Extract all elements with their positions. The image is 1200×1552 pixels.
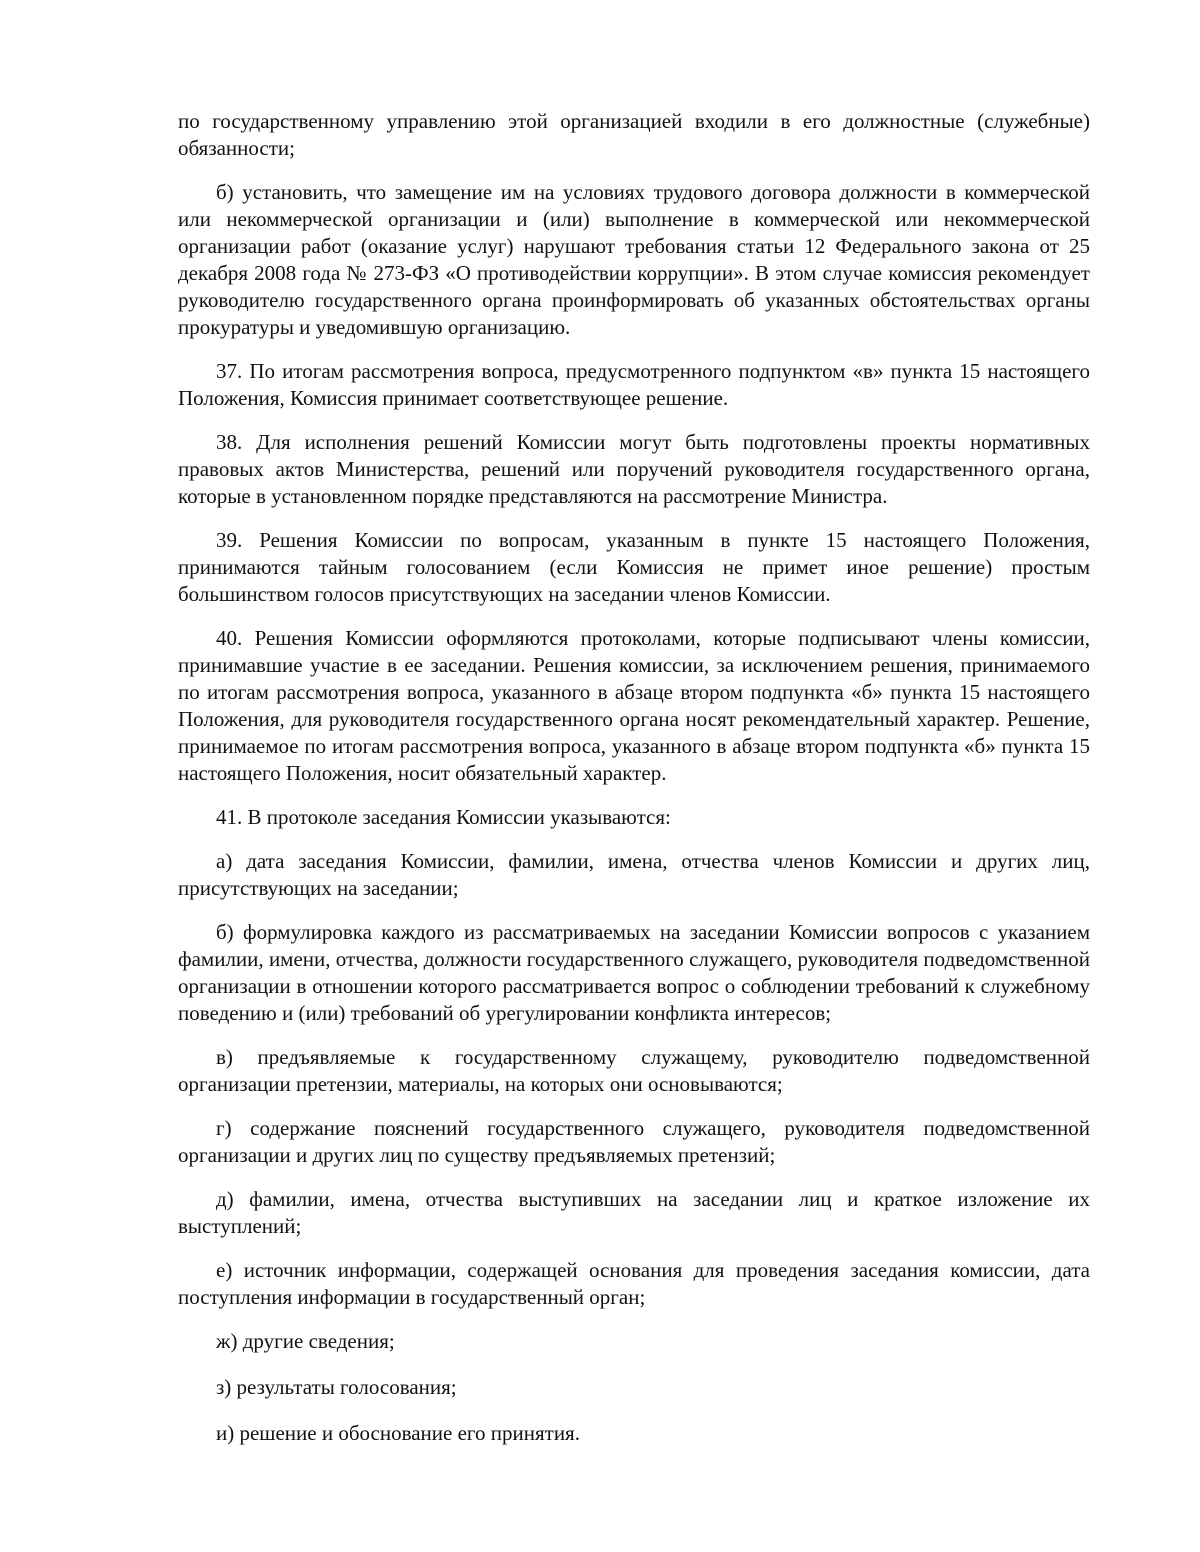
paragraph-41a: а) дата заседания Комиссии, фамилии, имена, отчества членов Комиссии и других лиц, присутствующих на заседании;: [178, 849, 1090, 900]
paragraph-39: 39. Решения Комиссии по вопросам, указанным в пункте 15 настоящего Положения, принимаются тайным голосованием (если Комиссия не примет иное решение) простым большинством голосов присутствующих на заседании членов Комиссии.: [178, 528, 1090, 606]
paragraph-41d: д) фамилии, имена, отчества выступивших на заседании лиц и краткое изложение их выступлений;: [178, 1187, 1090, 1238]
paragraph-41z: з) результаты голосования;: [216, 1375, 457, 1399]
paragraph-40: 40. Решения Комиссии оформляются протоколами, которые подписывают члены комиссии, принимавшие участие в ее заседании. Решения комиссии, за исключением решения, принимаемого по итогам рассмотрения вопроса, указанного в абзаце втором подпункта «б» пункта 15 настоящего Положения, для руководителя государственного органа носят рекомендательный характер. Решение, принимаемое по итогам рассмотрения вопроса, указанного в абзаце втором подпункта «б» пункта 15 настоящего Положения, носит обязательный характер.: [178, 626, 1090, 785]
paragraph-41g: г) содержание пояснений государственного служащего, руководителя подведомственной организации и других лиц по существу предъявляемых претензий;: [178, 1116, 1090, 1167]
paragraph-41i: и) решение и обоснование его принятия.: [216, 1421, 580, 1445]
paragraph-41v: в) предъявляемые к государственному служащему, руководителю подведомственной организации претензии, материалы, на которых они основываются;: [178, 1045, 1090, 1096]
paragraph-41e: е) источник информации, содержащей основания для проведения заседания комиссии, дата поступления информации в государственный орган;: [178, 1258, 1090, 1309]
paragraph-41zh: ж) другие сведения;: [216, 1329, 395, 1353]
paragraph-41: 41. В протоколе заседания Комиссии указываются:: [216, 805, 671, 829]
paragraph-continuation: по государственному управлению этой организацией входили в его должностные (служебные) обязанности;: [178, 109, 1090, 160]
document-page: [178, 108, 1090, 1466]
paragraph-38: 38. Для исполнения решений Комиссии могут быть подготовлены проекты нормативных правовых актов Министерства, решений или поручений руководителя государственного органа, которые в установленном порядке представляются на рассмотрение Министра.: [178, 430, 1090, 508]
paragraph-41b: б) формулировка каждого из рассматриваемых на заседании Комиссии вопросов с указанием фамилии, имени, отчества, должности государственного служащего, руководителя подведомственной организации в отношении которого рассматривается вопрос о соблюдении требований к служебному поведению и (или) требований об урегулировании конфликта интересов;: [178, 920, 1090, 1025]
paragraph-36b: б) установить, что замещение им на условиях трудового договора должности в коммерческой или некоммерческой организации и (или) выполнение в коммерческой или некоммерческой организации работ (оказание услуг) нарушают требования статьи 12 Федерального закона от 25 декабря 2008 года № 273-ФЗ «О противодействии коррупции». В этом случае комиссия рекомендует руководителю государственного органа проинформировать об указанных обстоятельствах органы прокуратуры и уведомившую организацию.: [178, 180, 1090, 339]
paragraph-37: 37. По итогам рассмотрения вопроса, предусмотренного подпунктом «в» пункта 15 настоящего Положения, Комиссия принимает соответствующее решение.: [178, 359, 1090, 410]
